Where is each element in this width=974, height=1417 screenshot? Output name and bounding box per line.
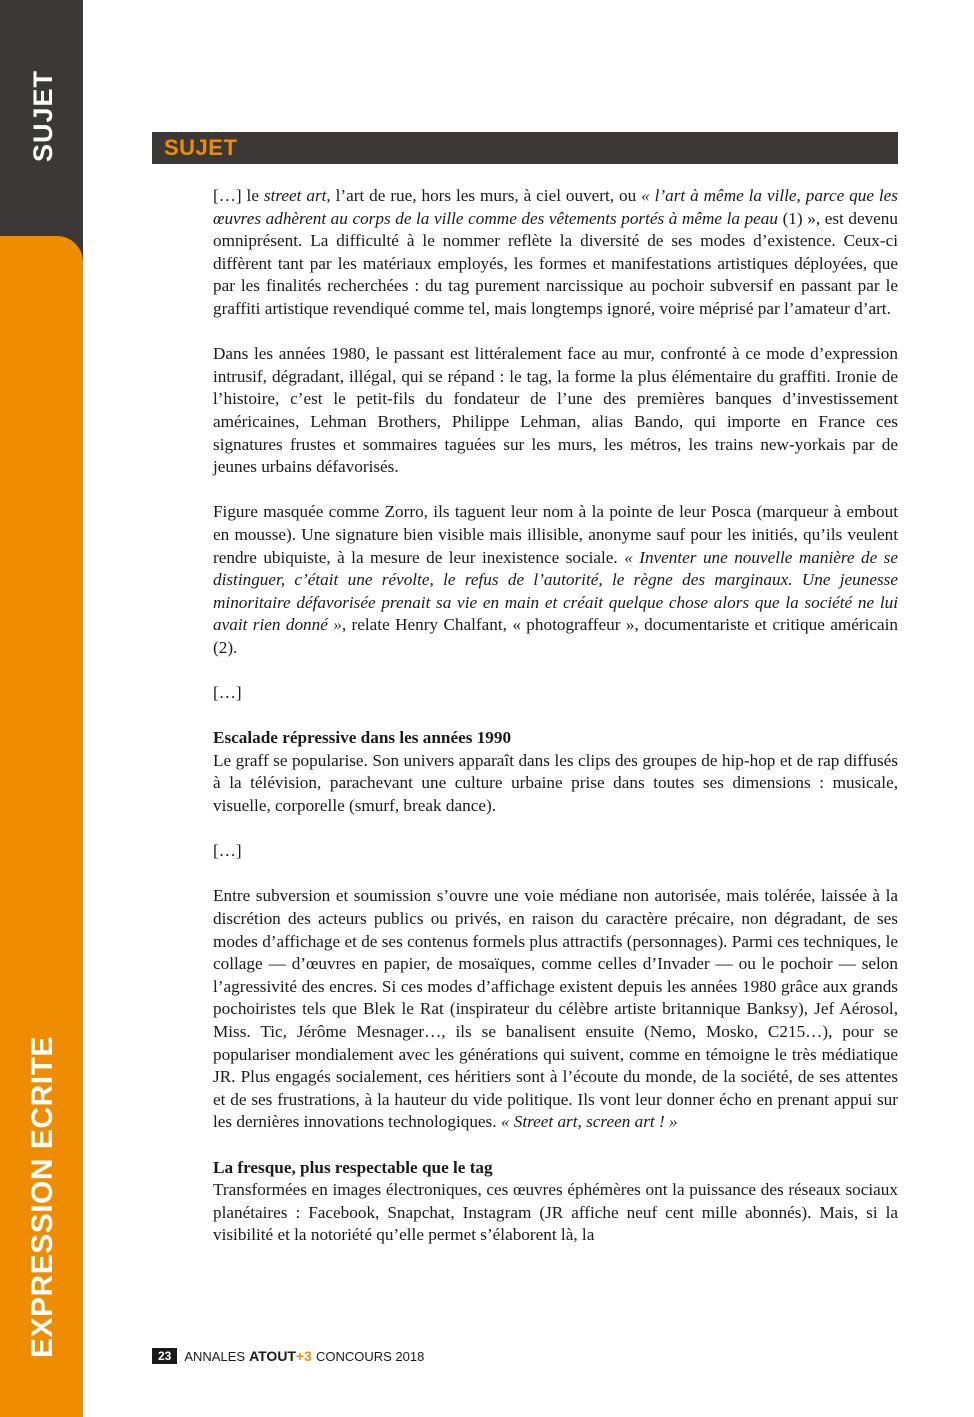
brand-text: ATOUT	[249, 1348, 296, 1364]
footer-post: CONCOURS 2018	[315, 1348, 425, 1364]
text-run: Figure masquée comme Zorro, ils taguent leur nom à la pointe de leur Posca (marqueur à embout en mousse). Une signature bien visible mais illisible, anonyme sauf pour les initiés, qu’ils veulent rendre ubiquiste, à la mesure de leur inexistence sociale.	[213, 502, 898, 567]
quote-italic: « l’art à même la ville, parce que les œuvres adhèrent au corps de la ville comme des vêtements portés à même la peau	[213, 186, 898, 228]
page-number: 23	[152, 1348, 177, 1364]
article-body	[213, 185, 898, 1247]
section-header-bar	[152, 132, 898, 164]
text-run: , est devenu omniprésent. La difficulté à le nommer reflète la diversité de ses modes d’existence. Ceux-ci diffèrent tant par les matériaux employés, les formes et manifestations artistiques déployées, que par les finalités recherchées : du tag purement narcissique au pochoir subversif en passant par le graffiti artistique revendiqué comme tel, mais longtemps ignoré, voire méprisé par l’amateur d’art.	[213, 208, 898, 318]
text-run: , l’art de rue, hors les murs, à ciel ouvert, ou	[326, 186, 642, 205]
brand-plus: +3	[295, 1348, 312, 1364]
text-run: (1) »	[778, 208, 816, 228]
footer-pre: ANNALES	[184, 1348, 246, 1364]
quote-italic: « Inventer une nouvelle manière de se distinguer, c’était une révolte, le refus de l’autorité, le règne des marginaux. Une jeunesse minoritaire défavorisée prenait sa vie en main et créait quelque chose alors que la société ne lui avait rien donné »	[213, 547, 898, 635]
paragraph-2: Dans les années 1980, le passant est littéralement face au mur, confronté à ce mode d’expression intrusif, dégradant, illégal, qui se répand : le tag, la forme la plus élémentaire du graffiti. Ironie de l’histoire, c’est le petit-fils du fondateur de l’une des premières banques d’investissement américaines, Lehman Brothers, Philippe Lehman, alias Bando, qui importe en France ces signatures frustes et sommaires taguées sur les murs, les métros, les trains new-yorkais par de jeunes urbains défavorisés.	[213, 344, 898, 477]
quote-italic: « Street art, screen art ! »	[500, 1112, 678, 1132]
paragraph-1	[213, 185, 898, 321]
paragraph-6: Transformées en images électroniques, ces œuvres éphémères ont la puissance des réseaux sociaux planétaires : Facebook, Snapchat, Instagram (JR affiche neuf cent mille abonnés). Mais, si la visibilité et la notoriété qu’elle permet s’élaborent là, la	[213, 1180, 898, 1245]
subheading-repression: Escalade répressive dans les années 1990	[213, 728, 512, 748]
text-run: […] le	[213, 186, 264, 205]
ellipsis-marker: […]	[213, 683, 242, 703]
sidebar-chapter-label: EXPRESSION ECRITE	[26, 1036, 59, 1358]
subheading-fresque: La fresque, plus respectable que le tag	[213, 1157, 493, 1177]
page-footer	[152, 1347, 424, 1365]
ellipsis-marker: […]	[213, 841, 242, 861]
paragraph-4: Le graff se popularise. Son univers apparaît dans les clips des groupes de hip-hop et de rap diffusés à la télévision, parachevant une culture urbaine prise dans toutes ses dimensions : musicale, visuelle, corporelle (smurf, break dance).	[213, 750, 898, 816]
paragraph-3	[213, 501, 898, 659]
sidebar-section-label: SUJET	[28, 69, 58, 162]
paragraph-5	[213, 885, 898, 1134]
footer-brand-logo	[249, 1348, 312, 1364]
section-title: SUJET	[164, 135, 238, 160]
text-run: Entre subversion et soumission s’ouvre une voie médiane non autorisée, mais tolérée, laissée à la discrétion des acteurs publics ou privés, en raison du caractère précaire, non dégradant, de ses modes d’affichage et de ses contenus formels plus attractifs (personnages). Parmi ces techniques, le collage — d’œuvres en papier, de mosaïques, comme celles d’Invader — ou le pochoir — selon l’agressivité des encres. Si ces modes d’affichage existent depuis les années 1980 grâce aux grands pochoiristes tels que Blek le Rat (inspirateur du célèbre artiste britannique Banksy), Jef Aérosol, Miss. Tic, Jérôme Mesnager…, ils se banalisent ensuite (Nemo, Mosko, C215…), pour se populariser mondialement avec les générations qui suivent, comme en témoigne le très médiatique JR. Plus engagés socialement, ces héritiers sont à l’écoute du monde, de la société, de ses attentes et de ses frustrations, à la hauteur du vide politique. Ils vont leur donner écho en prenant appui sur les dernières innovations technologiques.	[213, 886, 898, 1132]
text-run: , relate Henry Chalfant, « photograffeur », documentariste et critique américain (2).	[213, 615, 898, 657]
text-run-italic: street art	[263, 186, 327, 205]
